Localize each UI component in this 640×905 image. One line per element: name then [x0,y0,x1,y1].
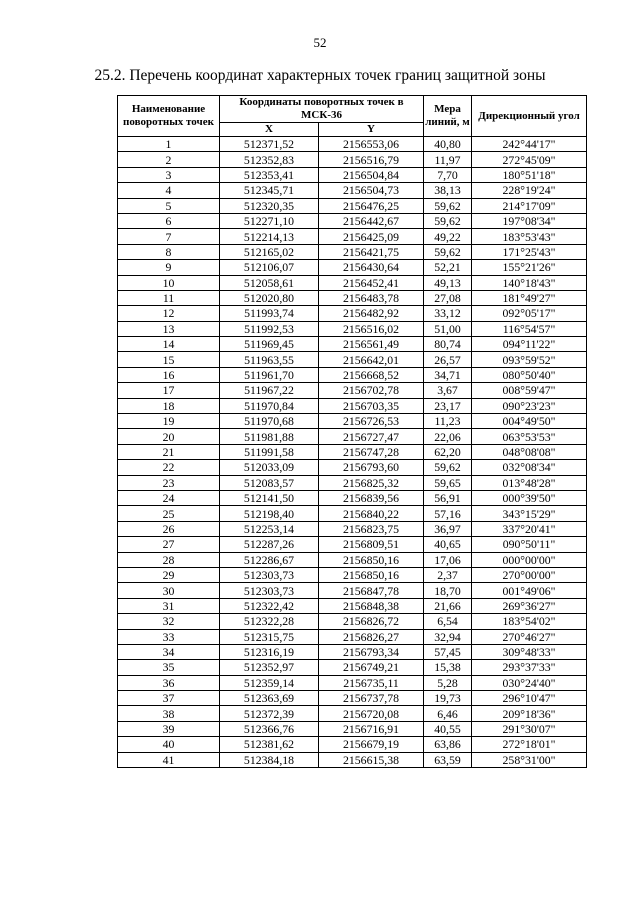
coord-x: 512352,97 [220,660,319,675]
coord-x: 512320,35 [220,198,319,213]
line-length: 15,38 [424,660,472,675]
coord-y: 2156483,78 [319,290,424,305]
coord-y: 2156735,11 [319,675,424,690]
direction-angle: 093°59'52" [472,352,587,367]
point-number: 34 [118,644,220,659]
direction-angle: 080°50'40" [472,367,587,382]
line-length: 38,13 [424,183,472,198]
line-length: 5,28 [424,675,472,690]
table-row [118,660,587,675]
point-number: 10 [118,275,220,290]
line-length: 62,20 [424,444,472,459]
line-length: 26,57 [424,352,472,367]
point-number: 19 [118,414,220,429]
line-length: 36,97 [424,521,472,536]
coord-y: 2156847,78 [319,583,424,598]
coord-x: 512020,80 [220,290,319,305]
coord-x: 512141,50 [220,490,319,505]
coord-x: 511970,68 [220,414,319,429]
coord-y: 2156442,67 [319,213,424,228]
point-number: 41 [118,752,220,767]
line-length: 59,62 [424,198,472,213]
coord-y: 2156720,08 [319,706,424,721]
line-length: 32,94 [424,629,472,644]
direction-angle: 181°49'27" [472,290,587,305]
line-length: 17,06 [424,552,472,567]
point-number: 32 [118,614,220,629]
table-row [118,490,587,505]
direction-angle: 270°46'27" [472,629,587,644]
coord-x: 512315,75 [220,629,319,644]
direction-angle: 001°49'06" [472,583,587,598]
table-row [118,629,587,644]
direction-angle: 000°39'50" [472,490,587,505]
coord-x: 512058,61 [220,275,319,290]
coord-y: 2156561,49 [319,337,424,352]
table-row [118,398,587,413]
header-y: Y [319,123,424,137]
coord-y: 2156726,53 [319,414,424,429]
point-number: 3 [118,167,220,182]
direction-angle: 272°45'09" [472,152,587,167]
direction-angle: 094°11'22" [472,337,587,352]
coord-y: 2156727,47 [319,429,424,444]
coord-x: 512214,13 [220,229,319,244]
header-coordinates: Координаты поворотных точек в МСК-36 [220,96,424,123]
coord-x: 512366,76 [220,721,319,736]
direction-angle: 183°53'43" [472,229,587,244]
table-row [118,275,587,290]
coord-y: 2156504,73 [319,183,424,198]
coord-x: 511967,22 [220,383,319,398]
table-row [118,244,587,259]
point-number: 13 [118,321,220,336]
direction-angle: 032°08'34" [472,460,587,475]
coord-y: 2156826,27 [319,629,424,644]
coord-x: 512345,71 [220,183,319,198]
point-number: 9 [118,260,220,275]
coord-y: 2156516,79 [319,152,424,167]
coord-y: 2156452,41 [319,275,424,290]
direction-angle: 269°36'27" [472,598,587,613]
line-length: 7,70 [424,167,472,182]
table-row [118,706,587,721]
line-length: 57,45 [424,644,472,659]
coord-x: 511992,53 [220,321,319,336]
point-number: 30 [118,583,220,598]
table-row [118,213,587,228]
coord-x: 511963,55 [220,352,319,367]
coord-x: 511993,74 [220,306,319,321]
coord-x: 512316,19 [220,644,319,659]
line-length: 2,37 [424,567,472,582]
point-number: 28 [118,552,220,567]
line-length: 57,16 [424,506,472,521]
coord-y: 2156793,60 [319,460,424,475]
direction-angle: 092°05'17" [472,306,587,321]
table-row [118,137,587,152]
coord-y: 2156840,22 [319,506,424,521]
direction-angle: 171°25'43" [472,244,587,259]
coord-y: 2156516,02 [319,321,424,336]
header-x: X [220,123,319,137]
coord-x: 512352,83 [220,152,319,167]
coord-y: 2156642,01 [319,352,424,367]
point-number: 22 [118,460,220,475]
line-length: 63,86 [424,737,472,752]
coord-x: 512371,52 [220,137,319,152]
point-number: 29 [118,567,220,582]
coord-y: 2156848,38 [319,598,424,613]
table-row [118,567,587,582]
section-title: 25.2. Перечень координат характерных точек границ защитной зоны [94,67,546,84]
table-row [118,152,587,167]
table-row [118,337,587,352]
table-row [118,260,587,275]
coordinates-table [117,95,587,768]
table-row [118,352,587,367]
line-length: 63,59 [424,752,472,767]
table-row [118,721,587,736]
coord-y: 2156553,06 [319,137,424,152]
table-row [118,521,587,536]
direction-angle: 293°37'33" [472,660,587,675]
line-length: 56,91 [424,490,472,505]
table-row [118,429,587,444]
direction-angle: 180°51'18" [472,167,587,182]
direction-angle: 090°50'11" [472,537,587,552]
table-row [118,552,587,567]
line-length: 40,80 [424,137,472,152]
page-number: 52 [313,35,327,50]
point-number: 39 [118,721,220,736]
table-row [118,367,587,382]
point-number: 24 [118,490,220,505]
point-number: 14 [118,337,220,352]
line-length: 49,22 [424,229,472,244]
table-row [118,383,587,398]
direction-angle: 309°48'33" [472,644,587,659]
line-length: 52,21 [424,260,472,275]
coord-y: 2156476,25 [319,198,424,213]
direction-angle: 272°18'01" [472,737,587,752]
line-length: 21,66 [424,598,472,613]
coord-y: 2156850,16 [319,567,424,582]
direction-angle: 343°15'29" [472,506,587,521]
coord-y: 2156679,19 [319,737,424,752]
coord-x: 512359,14 [220,675,319,690]
point-number: 1 [118,137,220,152]
coord-x: 511969,45 [220,337,319,352]
coord-x: 511961,70 [220,367,319,382]
table-row [118,614,587,629]
table-row [118,537,587,552]
direction-angle: 228°19'24" [472,183,587,198]
line-length: 59,62 [424,213,472,228]
point-number: 18 [118,398,220,413]
point-number: 26 [118,521,220,536]
point-number: 33 [118,629,220,644]
line-length: 49,13 [424,275,472,290]
point-number: 5 [118,198,220,213]
line-length: 19,73 [424,691,472,706]
point-number: 6 [118,213,220,228]
point-number: 12 [118,306,220,321]
coord-x: 512286,67 [220,552,319,567]
point-number: 31 [118,598,220,613]
point-number: 25 [118,506,220,521]
table-row [118,644,587,659]
direction-angle: 030°24'40" [472,675,587,690]
point-number: 15 [118,352,220,367]
table-row [118,475,587,490]
point-number: 37 [118,691,220,706]
coord-x: 512372,39 [220,706,319,721]
header-direction-angle: Дирекционный угол [472,96,587,137]
line-length: 40,65 [424,537,472,552]
line-length: 59,65 [424,475,472,490]
coord-y: 2156421,75 [319,244,424,259]
coord-y: 2156716,91 [319,721,424,736]
direction-angle: 270°00'00" [472,567,587,582]
coord-x: 512384,18 [220,752,319,767]
line-length: 6,46 [424,706,472,721]
point-number: 23 [118,475,220,490]
direction-angle: 214°17'09" [472,198,587,213]
direction-angle: 197°08'34" [472,213,587,228]
header-line-length: Мера линий, м [424,96,472,137]
coord-y: 2156504,84 [319,167,424,182]
line-length: 34,71 [424,367,472,382]
coord-y: 2156825,32 [319,475,424,490]
coord-x: 512353,41 [220,167,319,182]
direction-angle: 090°23'23" [472,398,587,413]
coord-y: 2156668,52 [319,367,424,382]
table-row [118,675,587,690]
direction-angle: 140°18'43" [472,275,587,290]
coord-x: 512198,40 [220,506,319,521]
point-number: 36 [118,675,220,690]
point-number: 16 [118,367,220,382]
table-body [118,137,587,768]
coord-y: 2156749,21 [319,660,424,675]
table-row [118,306,587,321]
coord-x: 511981,88 [220,429,319,444]
point-number: 20 [118,429,220,444]
table-row [118,598,587,613]
coord-y: 2156823,75 [319,521,424,536]
direction-angle: 048°08'08" [472,444,587,459]
line-length: 11,23 [424,414,472,429]
table-row [118,583,587,598]
line-length: 33,12 [424,306,472,321]
point-number: 2 [118,152,220,167]
table-row [118,444,587,459]
coord-y: 2156793,34 [319,644,424,659]
coord-x: 511991,58 [220,444,319,459]
coord-x: 512271,10 [220,213,319,228]
coord-x: 512381,62 [220,737,319,752]
coord-y: 2156809,51 [319,537,424,552]
direction-angle: 063°53'53" [472,429,587,444]
direction-angle: 296°10'47" [472,691,587,706]
line-length: 27,08 [424,290,472,305]
coord-y: 2156702,78 [319,383,424,398]
point-number: 38 [118,706,220,721]
line-length: 22,06 [424,429,472,444]
header-point-name: Наименование поворотных точек [118,96,220,137]
coord-x: 512287,26 [220,537,319,552]
direction-angle: 013°48'28" [472,475,587,490]
table-row [118,229,587,244]
point-number: 21 [118,444,220,459]
line-length: 6,54 [424,614,472,629]
point-number: 8 [118,244,220,259]
coord-y: 2156430,64 [319,260,424,275]
coord-x: 512363,69 [220,691,319,706]
coord-y: 2156747,28 [319,444,424,459]
coord-x: 512033,09 [220,460,319,475]
line-length: 51,00 [424,321,472,336]
coord-x: 512322,28 [220,614,319,629]
line-length: 23,17 [424,398,472,413]
direction-angle: 008°59'47" [472,383,587,398]
table-row [118,506,587,521]
line-length: 59,62 [424,460,472,475]
direction-angle: 116°54'57" [472,321,587,336]
coord-y: 2156737,78 [319,691,424,706]
coord-y: 2156850,16 [319,552,424,567]
line-length: 80,74 [424,337,472,352]
table-row [118,183,587,198]
line-length: 59,62 [424,244,472,259]
line-length: 3,67 [424,383,472,398]
direction-angle: 209°18'36" [472,706,587,721]
direction-angle: 183°54'02" [472,614,587,629]
line-length: 18,70 [424,583,472,598]
point-number: 11 [118,290,220,305]
coord-x: 512253,14 [220,521,319,536]
coord-y: 2156703,35 [319,398,424,413]
coord-x: 512303,73 [220,583,319,598]
coord-y: 2156425,09 [319,229,424,244]
table-row [118,691,587,706]
table-row [118,321,587,336]
table-row [118,414,587,429]
point-number: 40 [118,737,220,752]
line-length: 40,55 [424,721,472,736]
table-row [118,198,587,213]
point-number: 4 [118,183,220,198]
direction-angle: 155°21'26" [472,260,587,275]
table-row [118,737,587,752]
point-number: 27 [118,537,220,552]
table-row [118,460,587,475]
direction-angle: 258°31'00" [472,752,587,767]
coord-y: 2156839,56 [319,490,424,505]
coord-x: 512165,02 [220,244,319,259]
table-row [118,290,587,305]
point-number: 35 [118,660,220,675]
direction-angle: 000°00'00" [472,552,587,567]
coord-y: 2156826,72 [319,614,424,629]
coord-x: 512322,42 [220,598,319,613]
coord-x: 511970,84 [220,398,319,413]
coord-x: 512083,57 [220,475,319,490]
direction-angle: 291°30'07" [472,721,587,736]
coord-x: 512303,73 [220,567,319,582]
direction-angle: 337°20'41" [472,521,587,536]
direction-angle: 242°44'17" [472,137,587,152]
line-length: 11,97 [424,152,472,167]
table-row [118,752,587,767]
coord-x: 512106,07 [220,260,319,275]
coord-y: 2156482,92 [319,306,424,321]
table-row [118,167,587,182]
point-number: 17 [118,383,220,398]
direction-angle: 004°49'50" [472,414,587,429]
coord-y: 2156615,38 [319,752,424,767]
point-number: 7 [118,229,220,244]
